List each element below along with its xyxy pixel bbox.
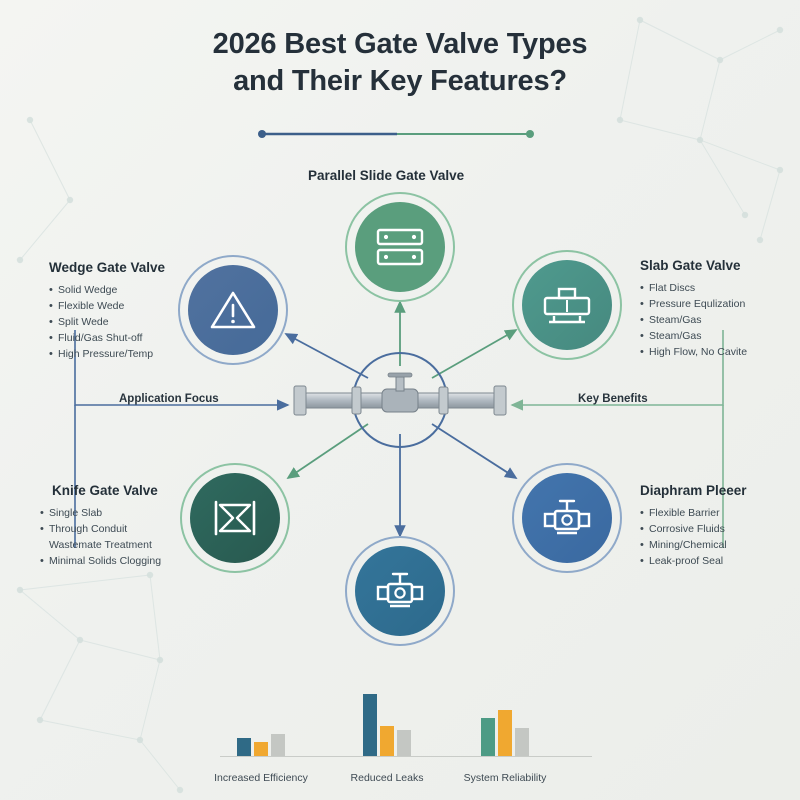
bullet: • Minimal Solids Clogging — [40, 554, 161, 570]
bullet: • High Pressure/Temp — [49, 347, 153, 363]
diaphram-node[interactable] — [522, 473, 612, 563]
bullet: • Split Wede — [49, 315, 153, 331]
valve-body-icon — [374, 568, 426, 614]
chart-category-label: System Reliability — [463, 772, 547, 784]
bullet: • Solid Wedge — [49, 283, 153, 299]
flow-label-right: Key Benefits — [578, 393, 648, 405]
title-line-2: and Their Key Features? — [233, 65, 567, 98]
bullet: • Mining/Chemical — [640, 538, 727, 554]
bullet: • Through Conduit — [40, 522, 161, 538]
bar-increased-efficiency-teal — [237, 738, 251, 756]
bullet: • Pressure Equlization — [640, 297, 747, 313]
bullet: • Steam/Gas — [640, 313, 747, 329]
bullet: • Single Slab — [40, 506, 161, 522]
diaphragm-valve-icon — [541, 495, 593, 541]
node-title-slab: Slab Gate Valve — [640, 258, 741, 273]
bar-reduced-leaks-amber — [380, 726, 394, 756]
wedge-node[interactable] — [188, 265, 278, 355]
bullet: • Steam/Gas — [640, 329, 747, 345]
chart-category-label: Increased Efficiency — [214, 772, 308, 784]
chart-baseline — [220, 756, 592, 757]
bullet: • Leak-proof Seal — [640, 554, 727, 570]
warning-triangle-icon — [209, 288, 257, 332]
chart-category-label: Reduced Leaks — [350, 772, 424, 784]
bullet: • Corrosive Fluids — [640, 522, 727, 538]
center-valve-icon — [290, 372, 510, 428]
node-title-wedge: Wedge Gate Valve — [49, 260, 166, 275]
bullets-diaphram — [640, 506, 727, 570]
parallel-slide-node[interactable] — [355, 202, 445, 292]
bottom-valve-node[interactable] — [355, 546, 445, 636]
bar-increased-efficiency-amber — [254, 742, 268, 756]
node-title-diaphram: Diaphram Pleeer — [640, 483, 747, 498]
title-line-1: 2026 Best Gate Valve Types — [212, 28, 588, 60]
bar-system-reliability-grey — [515, 728, 529, 756]
knife-gate-icon — [210, 496, 260, 540]
bar-increased-efficiency-grey — [271, 734, 285, 756]
bar-reduced-leaks-grey — [397, 730, 411, 756]
knife-node[interactable] — [190, 473, 280, 563]
bullet: • High Flow, No Cavite — [640, 345, 747, 361]
metrics-bar-chart — [215, 660, 595, 790]
bullet: • Flexible Wede — [49, 299, 153, 315]
bullet: • Flat Discs — [640, 281, 747, 297]
slab-gate-icon — [541, 282, 593, 328]
bullets-knife — [40, 506, 161, 570]
bar-reduced-leaks-teal — [363, 694, 377, 756]
slab-node[interactable] — [522, 260, 612, 350]
flow-label-left: Application Focus — [119, 393, 219, 405]
bullets-slab — [640, 281, 747, 361]
parallel-discs-icon — [375, 224, 425, 270]
bullets-wedge — [49, 283, 153, 363]
bullet: • Flexible Barrier — [640, 506, 727, 522]
bullet: Wastemate Treatment — [49, 538, 152, 551]
node-title-knife: Knife Gate Valve — [52, 483, 158, 498]
bullet: • Fluid/Gas Shut-off — [49, 331, 153, 347]
bar-system-reliability-amber — [498, 710, 512, 756]
bar-system-reliability-teal — [481, 718, 495, 756]
node-title-parallel-slide: Parallel Slide Gate Valve — [308, 168, 465, 183]
